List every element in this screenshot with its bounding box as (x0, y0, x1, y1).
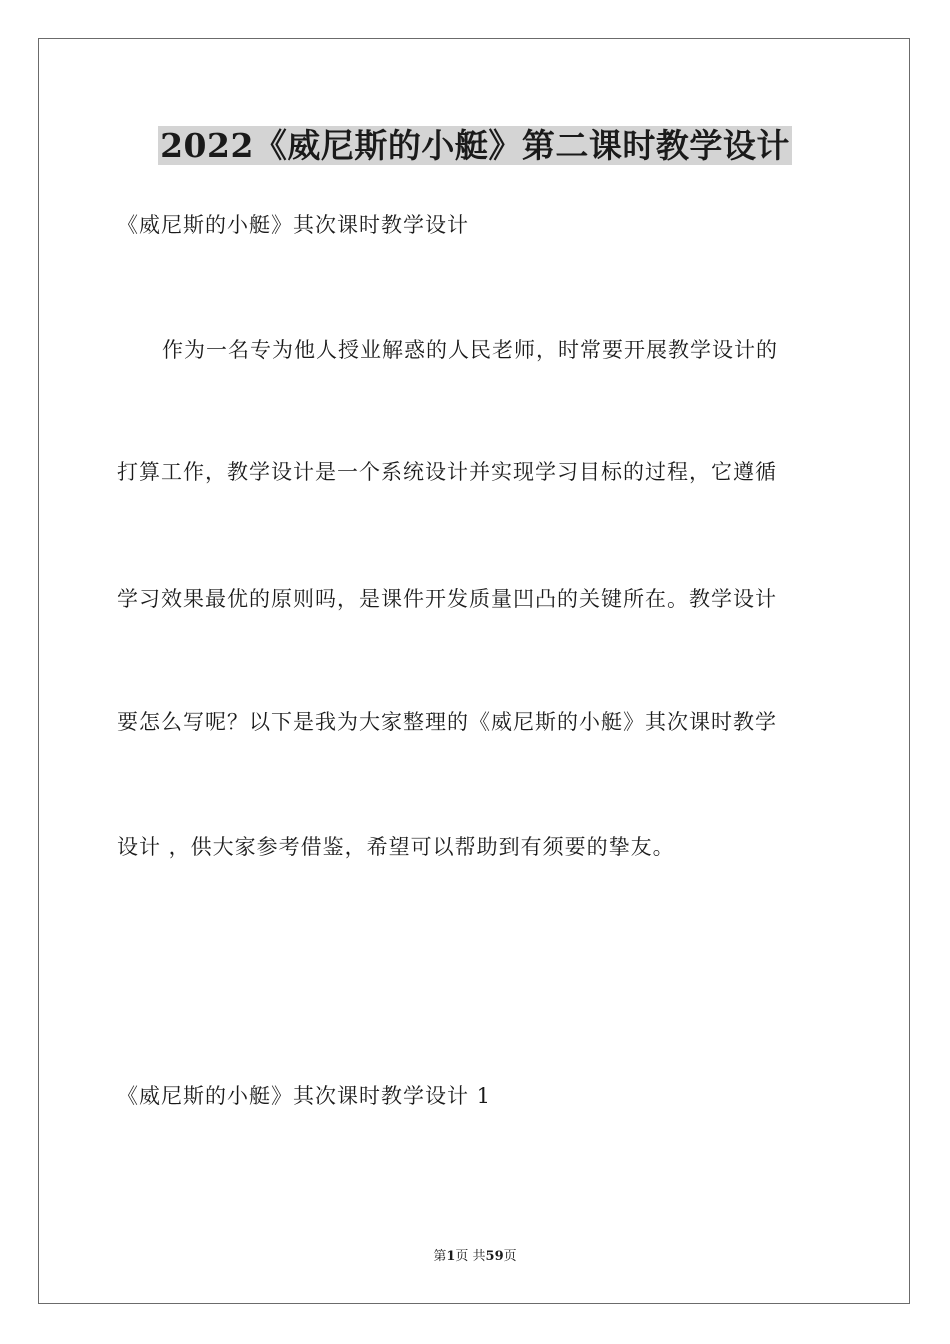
paragraph-line-2: 打算工作，教学设计是一个系统设计并实现学习目标的过程，它遵循 (117, 460, 777, 484)
paragraph-line-1: 作为一名专为他人授业解惑的人民老师，时常要开展教学设计的 (162, 338, 778, 362)
footer-page-mid: 页 共 (455, 1249, 486, 1264)
footer-page-suffix: 页 (503, 1249, 517, 1264)
document-title (0, 124, 950, 168)
paragraph-line-4: 要怎么写呢？以下是我为大家整理的《威尼斯的小艇》其次课时教学 (117, 710, 777, 734)
page-footer (0, 1248, 950, 1266)
footer-page-current: 1 (446, 1249, 456, 1264)
document-title-text: 2022《威尼斯的小艇》第二课时教学设计 (160, 126, 790, 165)
paragraph-line-5: 设计 ，供大家参考借鉴，希望可以帮助到有须要的挚友。 (117, 835, 675, 859)
paragraph-line-3: 学习效果最优的原则吗，是课件开发质量凹凸的关键所在。教学设计 (117, 587, 777, 611)
footer-page-prefix: 第 (433, 1249, 447, 1264)
document-subtitle: 《威尼斯的小艇》其次课时教学设计 (117, 213, 469, 237)
footer-page-total: 59 (485, 1249, 504, 1264)
section-heading: 《威尼斯的小艇》其次课时教学设计 1 (117, 1084, 492, 1108)
